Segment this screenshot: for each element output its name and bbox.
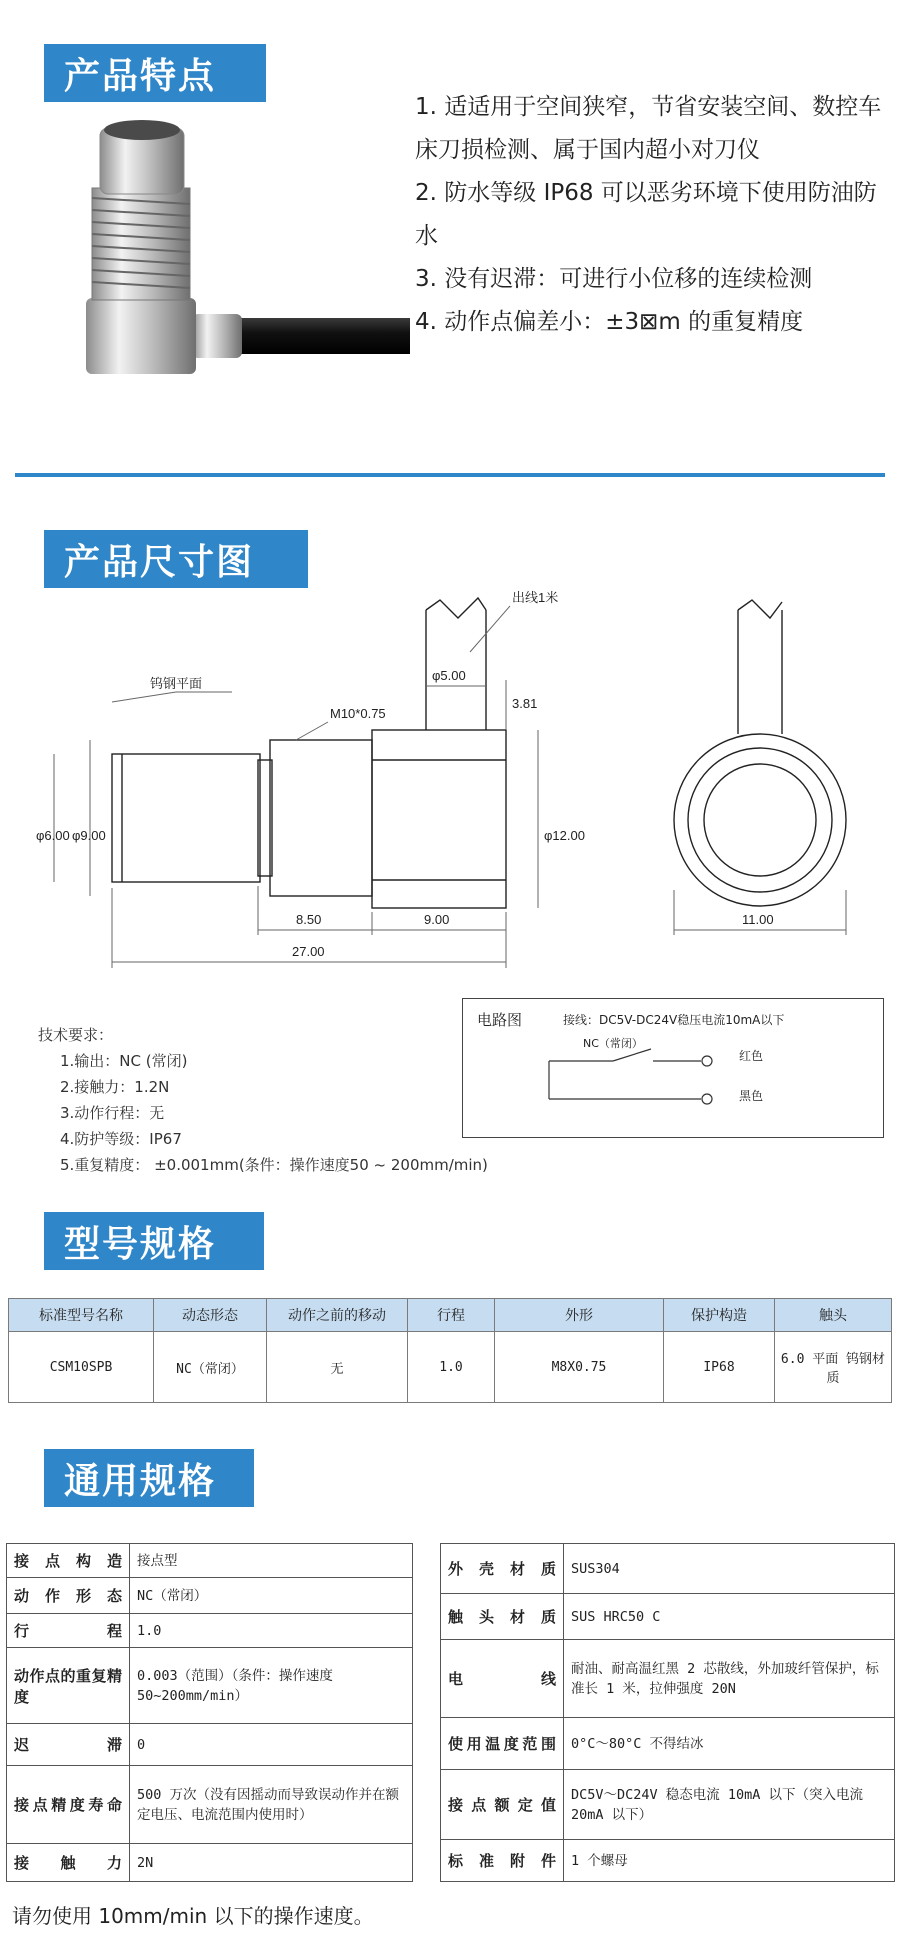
table-header-row (9, 1299, 892, 1332)
spec-row (441, 1640, 895, 1718)
section-title: 通用规格 (64, 1460, 217, 1502)
spec-row (7, 1578, 413, 1614)
circuit-lines (463, 999, 883, 1137)
spec-value: SUS304 (564, 1544, 895, 1594)
spec-row (441, 1840, 895, 1882)
spec-key: 接点构造 (7, 1544, 130, 1578)
table-row (9, 1332, 892, 1403)
thread-note: M10*0.75 (330, 706, 386, 721)
spec-row (441, 1718, 895, 1770)
spec-row (441, 1594, 895, 1640)
tip-note: 钨钢平面 (150, 676, 203, 691)
table-cell: M8X0.75 (495, 1332, 664, 1403)
spec-row (7, 1544, 413, 1578)
spec-key: 行程 (7, 1614, 130, 1648)
cable-diameter: φ5.00 (432, 668, 466, 683)
section-banner-model (44, 1212, 264, 1270)
circuit-wiring: 接线：DC5V-DC24V稳压电流10mA以下 (563, 1013, 785, 1027)
spec-key: 电线 (441, 1640, 564, 1718)
spec-value: 2N (130, 1844, 413, 1882)
feature-item: 4. 动作点偏差小：±3⊠m 的重复精度 (415, 309, 804, 335)
spec-row (441, 1544, 895, 1594)
column-header: 保护构造 (664, 1299, 775, 1332)
tech-item: 5.重复精度： ±0.001mm(条件：操作速度50 ~ 200mm/min) (60, 1156, 488, 1174)
spec-value: NC（常闭） (130, 1578, 413, 1614)
spec-value: DC5V～DC24V 稳态电流 10mA 以下（突入电流 20mA 以下） (564, 1770, 895, 1840)
spec-value: 0 (130, 1724, 413, 1766)
spec-value: 1 个螺母 (564, 1840, 895, 1882)
spec-key: 动作点的重复精度 (7, 1648, 130, 1724)
dim-w11: 11.00 (742, 912, 774, 927)
table-cell: IP68 (664, 1332, 775, 1403)
table-cell: 1.0 (408, 1332, 495, 1403)
spec-value: 1.0 (130, 1614, 413, 1648)
spec-row (7, 1844, 413, 1882)
dim-l900: 9.00 (424, 912, 450, 927)
section-banner-dimensions (44, 530, 308, 588)
tech-item: 4.防护等级：IP67 (60, 1130, 182, 1148)
spec-value: 0°C～80°C 不得结冰 (564, 1718, 895, 1770)
spec-row (7, 1648, 413, 1724)
circuit-black: 黑色 (739, 1089, 764, 1103)
tech-item: 2.接触力：1.2N (60, 1078, 170, 1096)
dim-l27: 27.00 (292, 944, 325, 959)
spec-value: SUS HRC50 C (564, 1594, 895, 1640)
column-header: 触头 (775, 1299, 892, 1332)
model-table (8, 1298, 892, 1403)
table-cell: 6.0 平面 钨钢材质 (775, 1332, 892, 1403)
feature-item: 1. 适适用于空间狭窄，节省安装空间、数控车床刀损检测、属于国内超小对刀仪 (415, 94, 882, 163)
circuit-red: 红色 (739, 1049, 764, 1063)
tech-title: 技术要求： (38, 1026, 114, 1044)
dim-d12: φ12.00 (544, 828, 585, 843)
column-header: 标准型号名称 (9, 1299, 154, 1332)
spec-key: 标准附件 (441, 1840, 564, 1882)
feature-item: 2. 防水等级 IP68 可以恶劣环境下使用防油防水 (415, 180, 877, 249)
spec-key: 外壳材质 (441, 1544, 564, 1594)
section-title: 型号规格 (64, 1223, 217, 1265)
spec-key: 动作形态 (7, 1578, 130, 1614)
section-banner-general (44, 1449, 254, 1507)
spec-row (7, 1724, 413, 1766)
circuit-diagram (462, 998, 884, 1138)
spec-key: 接点精度寿命 (7, 1766, 130, 1844)
circuit-nc: NC（常闭） (583, 1037, 643, 1050)
section-title: 产品特点 (64, 55, 217, 97)
spec-value: 500 万次（没有因摇动而导致误动作并在额定电压、电流范围内使用时） (130, 1766, 413, 1844)
spec-key: 迟滞 (7, 1724, 130, 1766)
spec-key: 接点额定值 (441, 1770, 564, 1840)
spec-row (7, 1614, 413, 1648)
column-header: 动作之前的移动 (267, 1299, 408, 1332)
section-banner-features (44, 44, 266, 102)
column-header: 行程 (408, 1299, 495, 1332)
spec-key: 使用温度范围 (441, 1718, 564, 1770)
feature-list (415, 86, 885, 344)
dim-d6: φ6.00 (36, 828, 70, 843)
spec-table-right (440, 1543, 895, 1882)
spec-key: 触头材质 (441, 1594, 564, 1640)
spec-value: 接点型 (130, 1544, 413, 1578)
spec-table-left (6, 1543, 413, 1882)
cable-height: 3.81 (512, 696, 538, 711)
dim-l850: 8.50 (296, 912, 322, 927)
spec-row (7, 1766, 413, 1844)
product-photo (80, 118, 410, 380)
footer-note: 请勿使用 10mm/min 以下的操作速度。 (12, 1904, 374, 1928)
column-header: 外形 (495, 1299, 664, 1332)
column-header: 动态形态 (154, 1299, 267, 1332)
spec-key: 接触力 (7, 1844, 130, 1882)
tech-item: 3.动作行程：无 (60, 1104, 165, 1122)
cable-note: 出线1米 (512, 590, 559, 605)
section-title: 产品尺寸图 (64, 541, 255, 583)
feature-item: 3. 没有迟滞：可进行小位移的连续检测 (415, 266, 813, 292)
section-divider (15, 473, 885, 477)
circuit-title: 电路图 (477, 1011, 523, 1029)
spec-value: 耐油、耐高温红黑 2 芯散线，外加玻纤管保护，标准长 1 米，拉伸强度 20N (564, 1640, 895, 1718)
dim-d9: φ9.00 (72, 828, 106, 843)
table-cell: NC（常闭） (154, 1332, 267, 1403)
tech-item: 1.输出：NC (常闭) (60, 1052, 188, 1070)
table-cell: CSM10SPB (9, 1332, 154, 1403)
spec-value: 0.003（范围）（条件：操作速度 50~200mm/min） (130, 1648, 413, 1724)
table-cell: 无 (267, 1332, 408, 1403)
tech-requirements (38, 1022, 488, 1178)
spec-row (441, 1770, 895, 1840)
dimension-drawing (0, 590, 900, 990)
